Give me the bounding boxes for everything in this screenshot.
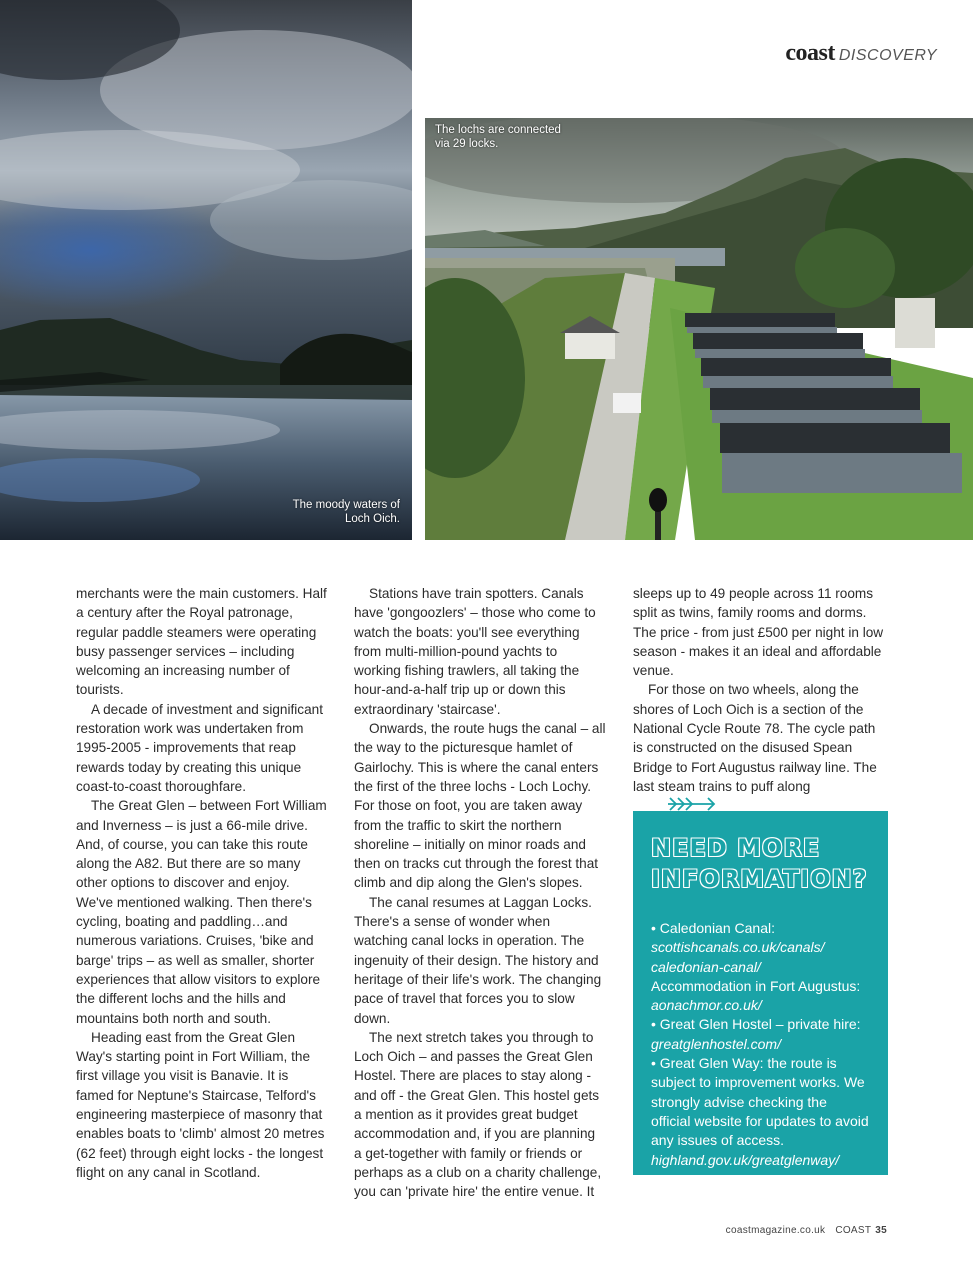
paragraph: The Great Glen – between Fort William and Inverness – is just a 66-mile drive. And, of course, you can take this route along the A82. But there are so many other options to discover and enjoy. We've mentioned walking. Then there's cycling, boating and paddling…and numerous variations. Cruises, 'bike and barge' trips – as well as smaller, shorter experiences that allow visitors to explore the different lochs and the hills and mountains both north and south. xyxy=(76,798,327,1026)
link-aonachmor[interactable]: aonachmor.co.uk/ xyxy=(651,997,762,1014)
paragraph: A decade of investment and significant restoration work was undertaken from 1995-2005 - improvements that reap rewards today by creating this unique coast-to-coast thoroughfare. xyxy=(76,701,323,794)
link-greatglenhostel[interactable]: greatglenhostel.com/ xyxy=(651,1035,781,1052)
page-footer xyxy=(726,1225,887,1236)
footer-magazine: COAST xyxy=(835,1225,872,1236)
paragraph: The canal resumes at Laggan Locks. There's a sense of wonder when watching canal locks in operation. The ingenuity of their design. The history and heritage of their life's work. The changing pace of travel that forces you to slow down. xyxy=(354,894,602,1026)
paragraph xyxy=(633,680,885,816)
photo-caption-right: The lochs are connected via 29 locks. xyxy=(435,124,561,150)
article-column-1 xyxy=(76,584,328,1182)
info-entry-hostel: • Great Glen Hostel – private hire: greatglenhostel.com/ xyxy=(651,1016,861,1052)
info-box-title: NEED MORE INFORMATION? xyxy=(651,834,868,893)
paragraph: Onwards, the route hugs the canal – all the way to the picturesque hamlet of Gairlochy. This is where the canal enters the first of the three lochs - Loch Lochy. For those on foot, you are taken away from the traffic to skirt the northern shoreline – initially on minor roads and then on tracks cut through the forest that climb and dip along the Glen's slopes. xyxy=(354,721,606,891)
photo-caption-left: The moody waters of Loch Oich. xyxy=(292,499,400,525)
info-entry-caledonian-canal: • Caledonian Canal: scottishcanals.co.uk/canals/ caledonian-canal/ xyxy=(651,920,825,975)
info-entry-great-glen-way: • Great Glen Way: the route is subject to improvement works. We strongly advise checking the official website for updates to avoid any issues of access. highland.gov.uk/greatglenway/ xyxy=(651,1055,869,1168)
paragraph: merchants were the main customers. Half a century after the Royal patronage, regular paddle steamers were operating busy passenger services – including welcoming an increasing number of tourists. xyxy=(76,586,327,698)
article-column-3 xyxy=(633,584,885,816)
paragraph: sleeps up to 49 people across 11 rooms split as twins, family rooms and dorms. The price - from just £500 per night in low season - makes it an ideal and affordable venue. xyxy=(633,586,884,679)
paragraph: Stations have train spotters. Canals have 'gongoozlers' – those who come to watch the boats: you'll see everything from multi-million-pound yachts to working fishing trawlers, all taking the hour-and-a-half trip up or down this extraordinary 'staircase'. xyxy=(354,586,596,717)
paragraph: Heading east from the Great Glen Way's starting point in Fort William, the first village you visit is Banavie. It is famed for Neptune's Staircase, Telford's engineering masterpiece of masonry that enables boats to 'climb' almost 20 metres (62 feet) through eight locks - the longest flight on any canal in Scotland. xyxy=(76,1029,325,1180)
paragraph-text: For those on two wheels, along the shores of Loch Oich is a section of the National Cycle Route 78. The cycle path is constructed on the disused Spean Bridge to Fort Augustus railway line. The last steam trains to puff along xyxy=(633,682,877,794)
brand-logo: coast xyxy=(785,40,835,66)
photo-canal-locks xyxy=(425,118,973,540)
page-number: 35 xyxy=(875,1225,887,1236)
info-box xyxy=(633,811,888,1175)
link-highland-gov[interactable]: highland.gov.uk/greatglenway/ xyxy=(651,1151,840,1168)
paragraph: The next stretch takes you through to Loch Oich – and passes the Great Glen Hostel. There are places to stay along - and off - the Great Glen. This hostel gets a mention as it provides great budget accommodation and, if you are planning a get-together with family or friends or perhaps as a club on a charity challenge, you can 'private hire' the entire venue. It xyxy=(354,1029,602,1200)
brand-header xyxy=(785,40,937,67)
article-column-2 xyxy=(354,584,606,1202)
footer-site: coastmagazine.co.uk xyxy=(725,1225,826,1236)
link-scottish-canals[interactable]: scottishcanals.co.uk/canals/ caledonian-canal/ xyxy=(651,939,825,975)
photo-loch-oich xyxy=(0,0,412,540)
info-entry-accommodation: Accommodation in Fort Augustus: aonachmor.co.uk/ xyxy=(651,977,861,1014)
section-label: DISCOVERY xyxy=(838,47,937,64)
